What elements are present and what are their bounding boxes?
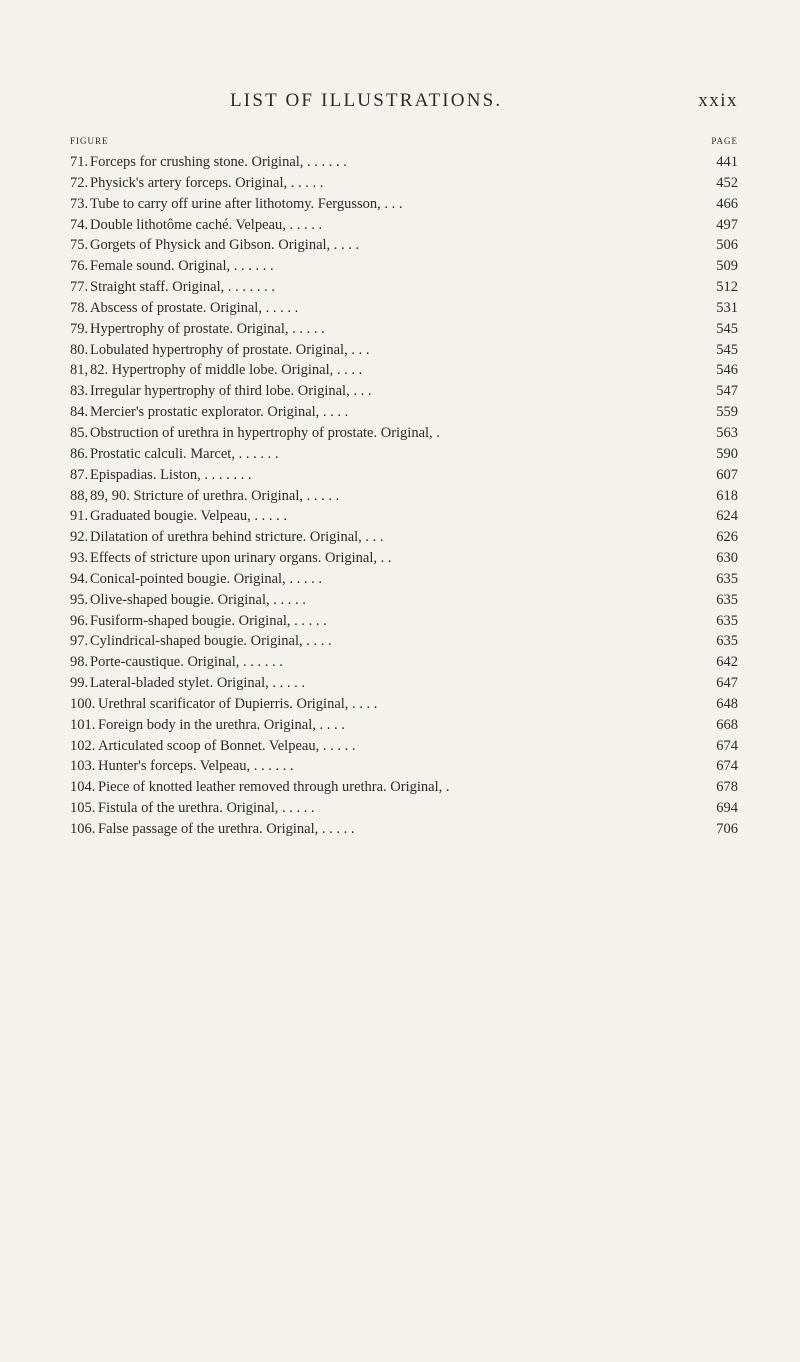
figure-number: 80. bbox=[70, 341, 89, 358]
figure-caption: Physick's artery forceps. Original, . . . . . bbox=[90, 174, 324, 191]
list-item bbox=[70, 694, 738, 715]
list-item bbox=[70, 486, 738, 507]
page-reference: 647 bbox=[716, 675, 738, 692]
figure-caption: Graduated bougie. Velpeau, . . . . . bbox=[90, 508, 288, 525]
page-reference: 694 bbox=[716, 800, 738, 817]
page-reference: 630 bbox=[716, 550, 738, 567]
list-item bbox=[70, 298, 738, 319]
figure-caption: Obstruction of urethra in hypertrophy of prostate. Original, . bbox=[90, 424, 440, 441]
figure-caption: Hypertrophy of prostate. Original, . . . . . bbox=[90, 320, 325, 337]
list-item bbox=[70, 402, 738, 423]
page-reference: 642 bbox=[716, 654, 738, 671]
figure-caption: Gorgets of Physick and Gibson. Original, . . . . bbox=[90, 237, 360, 254]
figure-number: 85. bbox=[70, 424, 89, 441]
page-reference: 624 bbox=[716, 508, 738, 525]
list-item bbox=[70, 590, 738, 611]
list-item bbox=[70, 506, 738, 527]
list-item bbox=[70, 777, 738, 798]
figure-number: 71. bbox=[70, 154, 89, 170]
list-item bbox=[70, 215, 738, 236]
list-item bbox=[70, 152, 738, 173]
column-headings bbox=[70, 136, 738, 150]
figure-caption: Effects of stricture upon urinary organs. Original, . . bbox=[90, 550, 392, 567]
figure-number: 91. bbox=[70, 508, 89, 525]
figure-caption: Fusiform-shaped bougie. Original, . . . . . bbox=[90, 612, 327, 629]
figure-caption: Tube to carry off urine after lithotomy. Fergusson, . . . bbox=[90, 195, 403, 212]
figure-number: 86. bbox=[70, 445, 89, 462]
figure-number: 98. bbox=[70, 654, 89, 671]
figure-number: 100. bbox=[70, 695, 96, 712]
page-reference: 674 bbox=[716, 737, 738, 754]
page-reference: 674 bbox=[716, 758, 738, 775]
list-item bbox=[70, 673, 738, 694]
figure-caption: Irregular hypertrophy of third lobe. Original, . . . bbox=[90, 383, 372, 400]
figure-caption: Conical-pointed bougie. Original, . . . . . bbox=[90, 570, 322, 587]
list-item bbox=[70, 256, 738, 277]
figure-number: 99. bbox=[70, 675, 89, 692]
list-item bbox=[70, 194, 738, 215]
figure-caption: Urethral scarificator of Dupierris. Original, . . . . bbox=[98, 695, 378, 712]
page-reference: 547 bbox=[716, 383, 738, 400]
page-reference: 590 bbox=[716, 445, 738, 462]
figure-caption: Prostatic calculi. Marcet, . . . . . . bbox=[90, 445, 279, 462]
figure-number: 84. bbox=[70, 404, 89, 421]
list-item bbox=[70, 319, 738, 340]
figure-column-heading: FIGURE bbox=[70, 136, 109, 146]
page-reference: 648 bbox=[716, 695, 738, 712]
figure-number: 103. bbox=[70, 758, 96, 775]
list-item bbox=[70, 715, 738, 736]
figure-number: 88, bbox=[70, 487, 89, 504]
list-item bbox=[70, 527, 738, 548]
figure-number: 94. bbox=[70, 570, 89, 587]
page-reference: 509 bbox=[716, 258, 738, 275]
page-reference: 452 bbox=[716, 174, 738, 191]
page-number: xxix bbox=[698, 90, 738, 111]
figure-caption: 89, 90. Stricture of urethra. Original, . . . . . bbox=[90, 487, 340, 504]
figure-number: 77. bbox=[70, 279, 89, 296]
figure-number: 81, bbox=[70, 362, 89, 379]
list-item bbox=[70, 235, 738, 256]
page-reference: 607 bbox=[716, 466, 738, 483]
page-reference: 668 bbox=[716, 716, 738, 733]
page-column-heading: PAGE bbox=[711, 136, 738, 146]
figure-number: 101. bbox=[70, 716, 96, 733]
figure-caption: Fistula of the urethra. Original, . . . . . bbox=[98, 800, 315, 817]
figure-number: 102. bbox=[70, 737, 96, 754]
list-item bbox=[70, 631, 738, 652]
page-reference: 618 bbox=[716, 487, 738, 504]
list-item bbox=[70, 652, 738, 673]
figure-caption: Porte-caustique. Original, . . . . . . bbox=[90, 654, 283, 671]
figure-number: 72. bbox=[70, 174, 89, 191]
figure-caption: Forceps for crushing stone. Original, . . . . . . bbox=[90, 154, 347, 170]
page-reference: 512 bbox=[716, 279, 738, 296]
list-item bbox=[70, 819, 738, 840]
page-reference: 466 bbox=[716, 195, 738, 212]
list-item bbox=[70, 360, 738, 381]
figure-number: 83. bbox=[70, 383, 89, 400]
page-reference: 546 bbox=[716, 362, 738, 379]
figure-caption: Mercier's prostatic explorator. Original, . . . . bbox=[90, 404, 349, 421]
figure-caption: Lateral-bladed stylet. Original, . . . . . bbox=[90, 675, 306, 692]
figure-number: 96. bbox=[70, 612, 89, 629]
page-reference: 563 bbox=[716, 424, 738, 441]
figure-number: 104. bbox=[70, 779, 96, 796]
page-reference: 545 bbox=[716, 341, 738, 358]
figure-number: 93. bbox=[70, 550, 89, 567]
list-item bbox=[70, 756, 738, 777]
figure-number: 97. bbox=[70, 633, 89, 650]
figure-caption: Cylindrical-shaped bougie. Original, . . . . bbox=[90, 633, 332, 650]
figure-number: 79. bbox=[70, 320, 89, 337]
figure-caption: 82. Hypertrophy of middle lobe. Original, . . . . bbox=[90, 362, 363, 379]
figure-caption: Dilatation of urethra behind stricture. Original, . . . bbox=[90, 529, 384, 546]
page-reference: 531 bbox=[716, 299, 738, 316]
figure-caption: Double lithotôme caché. Velpeau, . . . . . bbox=[90, 216, 323, 233]
figure-number: 74. bbox=[70, 216, 89, 233]
page-reference: 441 bbox=[716, 154, 738, 170]
list-item bbox=[70, 611, 738, 632]
illustration-list bbox=[70, 152, 738, 840]
page-reference: 626 bbox=[716, 529, 738, 546]
list-item bbox=[70, 465, 738, 486]
figure-caption: Lobulated hypertrophy of prostate. Original, . . . bbox=[90, 341, 370, 358]
running-head bbox=[0, 90, 800, 114]
figure-caption: Piece of knotted leather removed through urethra. Original, . bbox=[98, 779, 450, 796]
list-item bbox=[70, 569, 738, 590]
figure-caption: Straight staff. Original, . . . . . . . bbox=[90, 279, 275, 296]
page-reference: 678 bbox=[716, 779, 738, 796]
figure-caption: False passage of the urethra. Original, . . . . . bbox=[98, 821, 355, 837]
figure-caption: Olive-shaped bougie. Original, . . . . . bbox=[90, 591, 306, 608]
page-reference: 635 bbox=[716, 612, 738, 629]
page-reference: 635 bbox=[716, 570, 738, 587]
list-item bbox=[70, 548, 738, 569]
figure-caption: Hunter's forceps. Velpeau, . . . . . . bbox=[98, 758, 294, 775]
list-item bbox=[70, 277, 738, 298]
figure-number: 78. bbox=[70, 299, 89, 316]
figure-caption: Articulated scoop of Bonnet. Velpeau, . . . . . bbox=[98, 737, 356, 754]
figure-caption: Epispadias. Liston, . . . . . . . bbox=[90, 466, 252, 483]
figure-number: 92. bbox=[70, 529, 89, 546]
list-item bbox=[70, 798, 738, 819]
list-item bbox=[70, 173, 738, 194]
figure-number: 75. bbox=[70, 237, 89, 254]
figure-caption: Foreign body in the urethra. Original, . . . . bbox=[98, 716, 345, 733]
figure-number: 105. bbox=[70, 800, 96, 817]
list-item bbox=[70, 340, 738, 361]
figure-number: 95. bbox=[70, 591, 89, 608]
page-reference: 545 bbox=[716, 320, 738, 337]
list-item bbox=[70, 736, 738, 757]
page-reference: 706 bbox=[716, 821, 738, 837]
page-reference: 559 bbox=[716, 404, 738, 421]
figure-caption: Abscess of prostate. Original, . . . . . bbox=[90, 299, 299, 316]
list-item bbox=[70, 444, 738, 465]
page-reference: 635 bbox=[716, 591, 738, 608]
figure-number: 73. bbox=[70, 195, 89, 212]
list-item bbox=[70, 423, 738, 444]
list-item bbox=[70, 381, 738, 402]
figure-caption: Female sound. Original, . . . . . . bbox=[90, 258, 274, 275]
figure-number: 76. bbox=[70, 258, 89, 275]
page-reference: 506 bbox=[716, 237, 738, 254]
page-reference: 635 bbox=[716, 633, 738, 650]
figure-number: 106. bbox=[70, 821, 96, 837]
page-reference: 497 bbox=[716, 216, 738, 233]
page-title: LIST OF ILLUSTRATIONS. bbox=[230, 90, 503, 111]
figure-number: 87. bbox=[70, 466, 89, 483]
